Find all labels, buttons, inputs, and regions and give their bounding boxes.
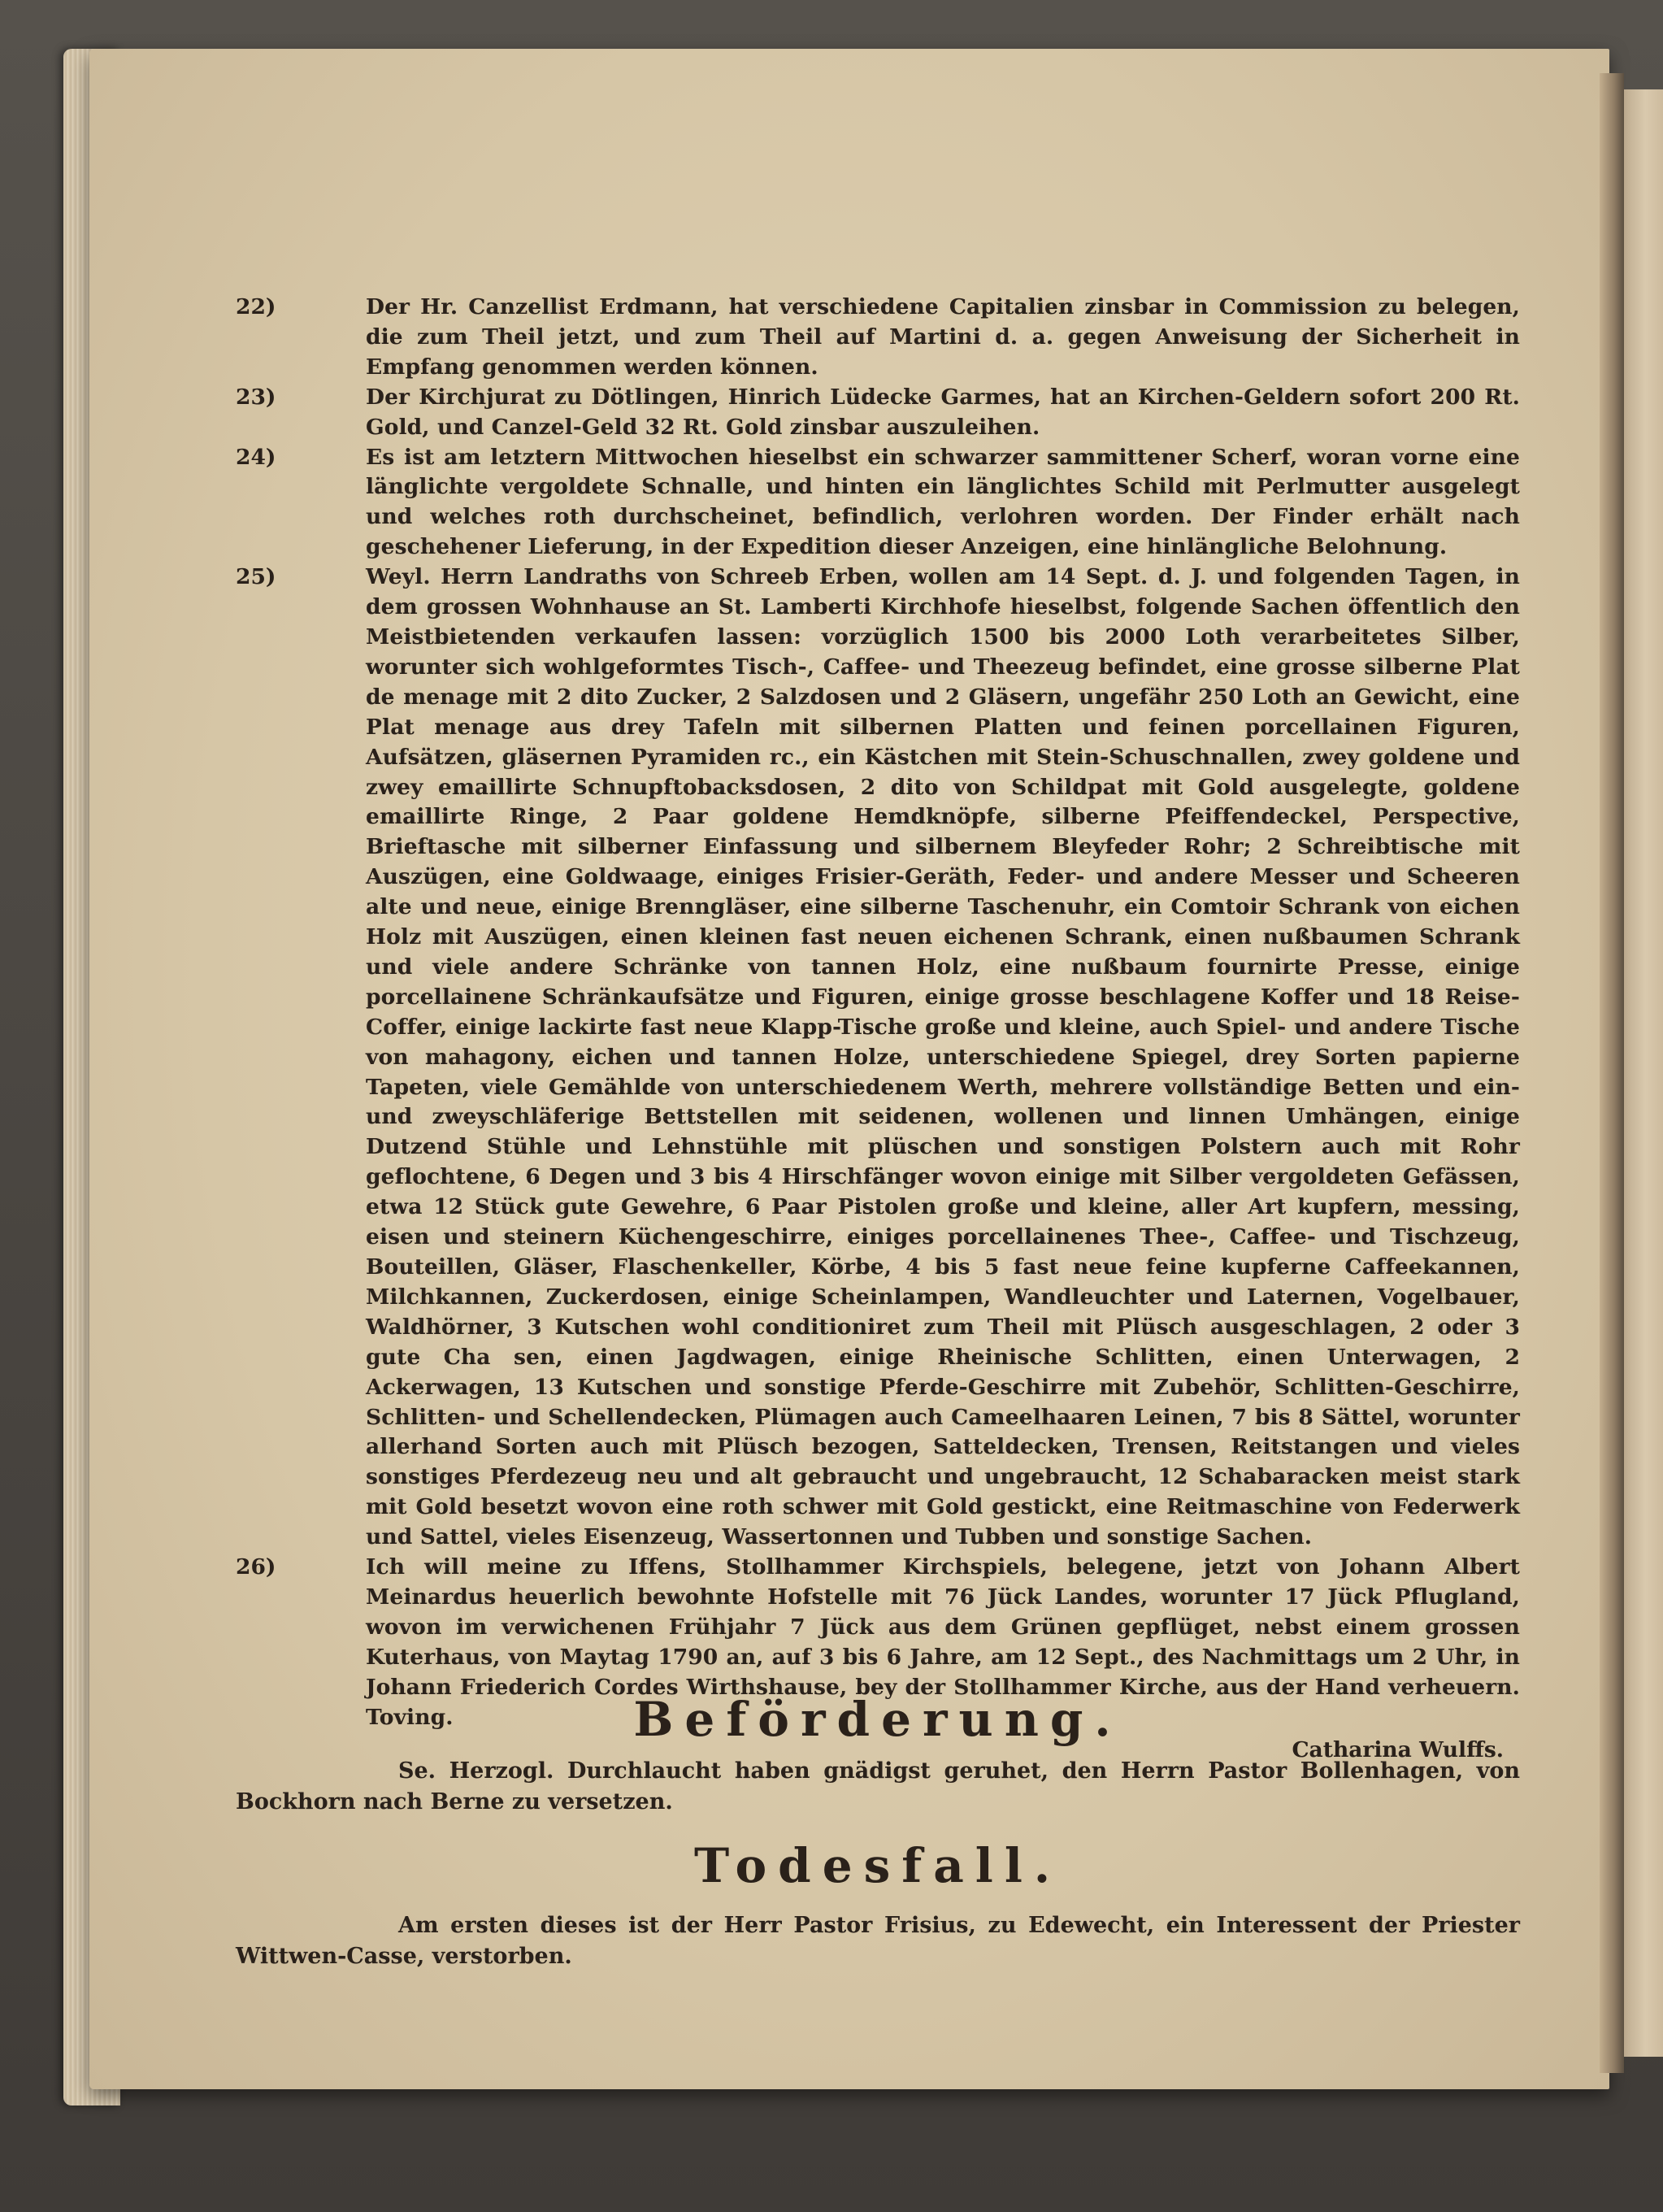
entry-25 <box>236 563 1520 1553</box>
entry-text: Ich will meine zu Iffens, Stollhammer Kirchspiels, belegene, jetzt von Johann Albert Meinardus heuerlich bewohnte Hofstelle mit 76 Jück Landes, worunter 17 Jück Pflugland, wovon im verwichenen Frühjahr 7 Jück aus dem Grünen gepflüget, nebst einem grossen Kuterhaus, von Maytag 1790 an, auf 3 bis 6 Jahre, am 12 Sept., des Nachmittags um 2 Uhr, in Johann Friederich Cordes Wirthshause, bey der Stollhammer Kirche, aus der Hand verheuern. Toving. <box>366 1554 1520 1730</box>
entry-text: Weyl. Herrn Landraths von Schreeb Erben, wollen am 14 Sept. d. J. und folgenden Tagen, in dem grossen Wohnhause an St. Lamberti Kirchhofe hieselbst, folgende Sachen öffentlich den Meistbietenden verkaufen lassen: vorzüglich 1500 bis 2000 Loth verarbeitetes Silber, worunter sich wohlgeformtes Tisch-, Caffee- und Theezeug befindet, eine grosse silberne Plat de menage mit 2 dito Zucker, 2 Salzdosen und 2 Gläsern, ungefähr 250 Loth an Gewicht, eine Plat menage aus drey Tafeln mit silbernen Platten und feinen porcellainen Figuren, Aufsätzen, gläsernen Pyramiden rc., ein Kästchen mit Stein-Schuschnallen, zwey goldene und zwey emaillirte Schnupftobacksdosen, 2 dito von Schildpat mit Gold ausgelegte, goldene emaillirte Ringe, 2 Paar goldene Hemdknöpfe, silberne Pfeiffendeckel, Perspective, Brieftasche mit silberner Einfassung und silbernem Bleyfeder Rohr; 2 Schreibtische mit Auszügen, eine Goldwaage, einiges Frisier-Geräth, Feder- und andere Messer und Scheeren alte und neue, einige Brenngläser, eine silberne Taschenuhr, ein Comtoir Schrank von eichen Holz mit Auszügen, einen kleinen fast neuen eichenen Schrank, einen nußbaumen Schrank und viele andere Schränke von tannen Holz, eine nußbaum fournirte Presse, einige porcellainene Schränkaufsätze und Figuren, einige grosse beschlagene Koffer und 18 Reise-Coffer, einige lackirte fast neue Klapp-Tische große und kleine, auch Spiel- und andere Tische von mahagony, eichen und tannen Holze, unterschiedene Spiegel, drey Sorten papierne Tapeten, viele Gemählde von unterschiedenem Werth, mehrere vollständige Betten und ein- und zweyschläferige Bettstellen mit seidenen, wollenen und linnen Umhängen, einige Dutzend Stühle und Lehnstühle mit plüschen und sonstigen Polstern auch mit Rohr geflochtene, 6 Degen und 3 bis 4 Hirschfänger wovon einige mit Silber vergoldeten Gefässen, etwa 12 Stück gute Gewehre, 6 Paar Pistolen große und kleine, aller Art kupfern, messing, eisen und steinern Küchengeschirre, einiges porcellainenes Thee-, Caffee- und Tischzeug, Bouteillen, Gläser, Flaschenkeller, Körbe, 4 bis 5 fast neue feine kupferne Caffeekannen, Milchkannen, Zuckerdosen, einige Scheinlampen, Wandleuchter und Laternen, Vogelbauer, Waldhörner, 3 Kutschen wohl conditioniret zum Theil mit Plüsch ausgeschlagen, 2 oder 3 gute Cha sen, einen Jagdwagen, einige Rheinische Schlitten, einen Unterwagen, 2 Ackerwagen, 13 Kutschen und sonstige Pferde-Geschirre mit Zubehör, Schlitten-Geschirre, Schlitten- und Schellendecken, Plümagen auch Cameelhaaren Leinen, 7 bis 8 Sättel, worunter allerhand Sorten auch mit Plüsch bezogen, Satteldecken, Trensen, Reitstangen und vieles sonstiges Pferdezeug neu und alt gebraucht und ungebraucht, 12 Schabaracken meist stark mit Gold besetzt wovon eine roth schwer mit Gold gestickt, eine Reitmaschine von Federwerk und Sattel, vieles Eisenzeug, Wassertonnen und Tubben und sonstige Sachen. <box>366 564 1520 1550</box>
entry-number: 26) <box>236 1554 276 1580</box>
entry-text: Der Hr. Canzellist Erdmann, hat verschiedene Capitalien zinsbar in Commission zu belegen, die zum Theil jetzt, und zum Theil auf Martini d. a. gegen Anweisung der Sicherheit in Empfang genommen werden können. <box>366 294 1520 380</box>
section-promotion <box>236 1691 1520 1748</box>
entry-23 <box>236 383 1520 443</box>
section-death-notice <box>236 1910 1520 1972</box>
entry-text: Der Kirchjurat zu Dötlingen, Hinrich Lüdecke Garmes, hat an Kirchen-Geldern sofort 200 Rt. Gold, und Canzel-Geld 32 Rt. Gold zinsbar auszuleihen. <box>366 384 1520 440</box>
section-promotion-notice <box>236 1756 1520 1818</box>
entry-number: 24) <box>236 444 276 470</box>
section-heading: Todesfall. <box>693 1838 1062 1893</box>
notice-text: Se. Herzogl. Durchlaucht haben gnädigst geruhet, den Herrn Pastor Bollenhagen, von Bockhorn nach Berne zu versetzen. <box>236 1758 1520 1814</box>
advertisement-list <box>236 293 1520 1766</box>
facing-page-edge <box>1619 89 1663 2057</box>
entry-number: 23) <box>236 384 276 410</box>
notice-text: Am ersten dieses ist der Herr Pastor Frisius, zu Edewecht, ein Interessent der Priester Wittwen-Casse, verstorben. <box>236 1913 1520 1969</box>
entry-number: 22) <box>236 294 276 319</box>
book-gutter <box>1600 73 1624 2073</box>
signature: Catharina Wulffs. <box>1292 1736 1504 1762</box>
entry-24 <box>236 443 1520 563</box>
section-heading: Beförderung. <box>633 1692 1122 1747</box>
entry-number: 25) <box>236 564 276 590</box>
entry-22 <box>236 293 1520 383</box>
entry-text: Es ist am letztern Mittwochen hieselbst ein schwarzer sammittener Scherf, woran vorne eine länglichte vergoldete Schnalle, und hinten ein länglichtes Schild mit Perlmutter ausgelegt und welches roth durchscheinet, befindlich, verlohren worden. Der Finder erhält nach geschehener Lieferung, in der Expedition dieser Anzeigen, eine hinlängliche Belohnung. <box>366 444 1520 560</box>
page-text <box>236 293 1520 2000</box>
section-death <box>236 1837 1520 1894</box>
